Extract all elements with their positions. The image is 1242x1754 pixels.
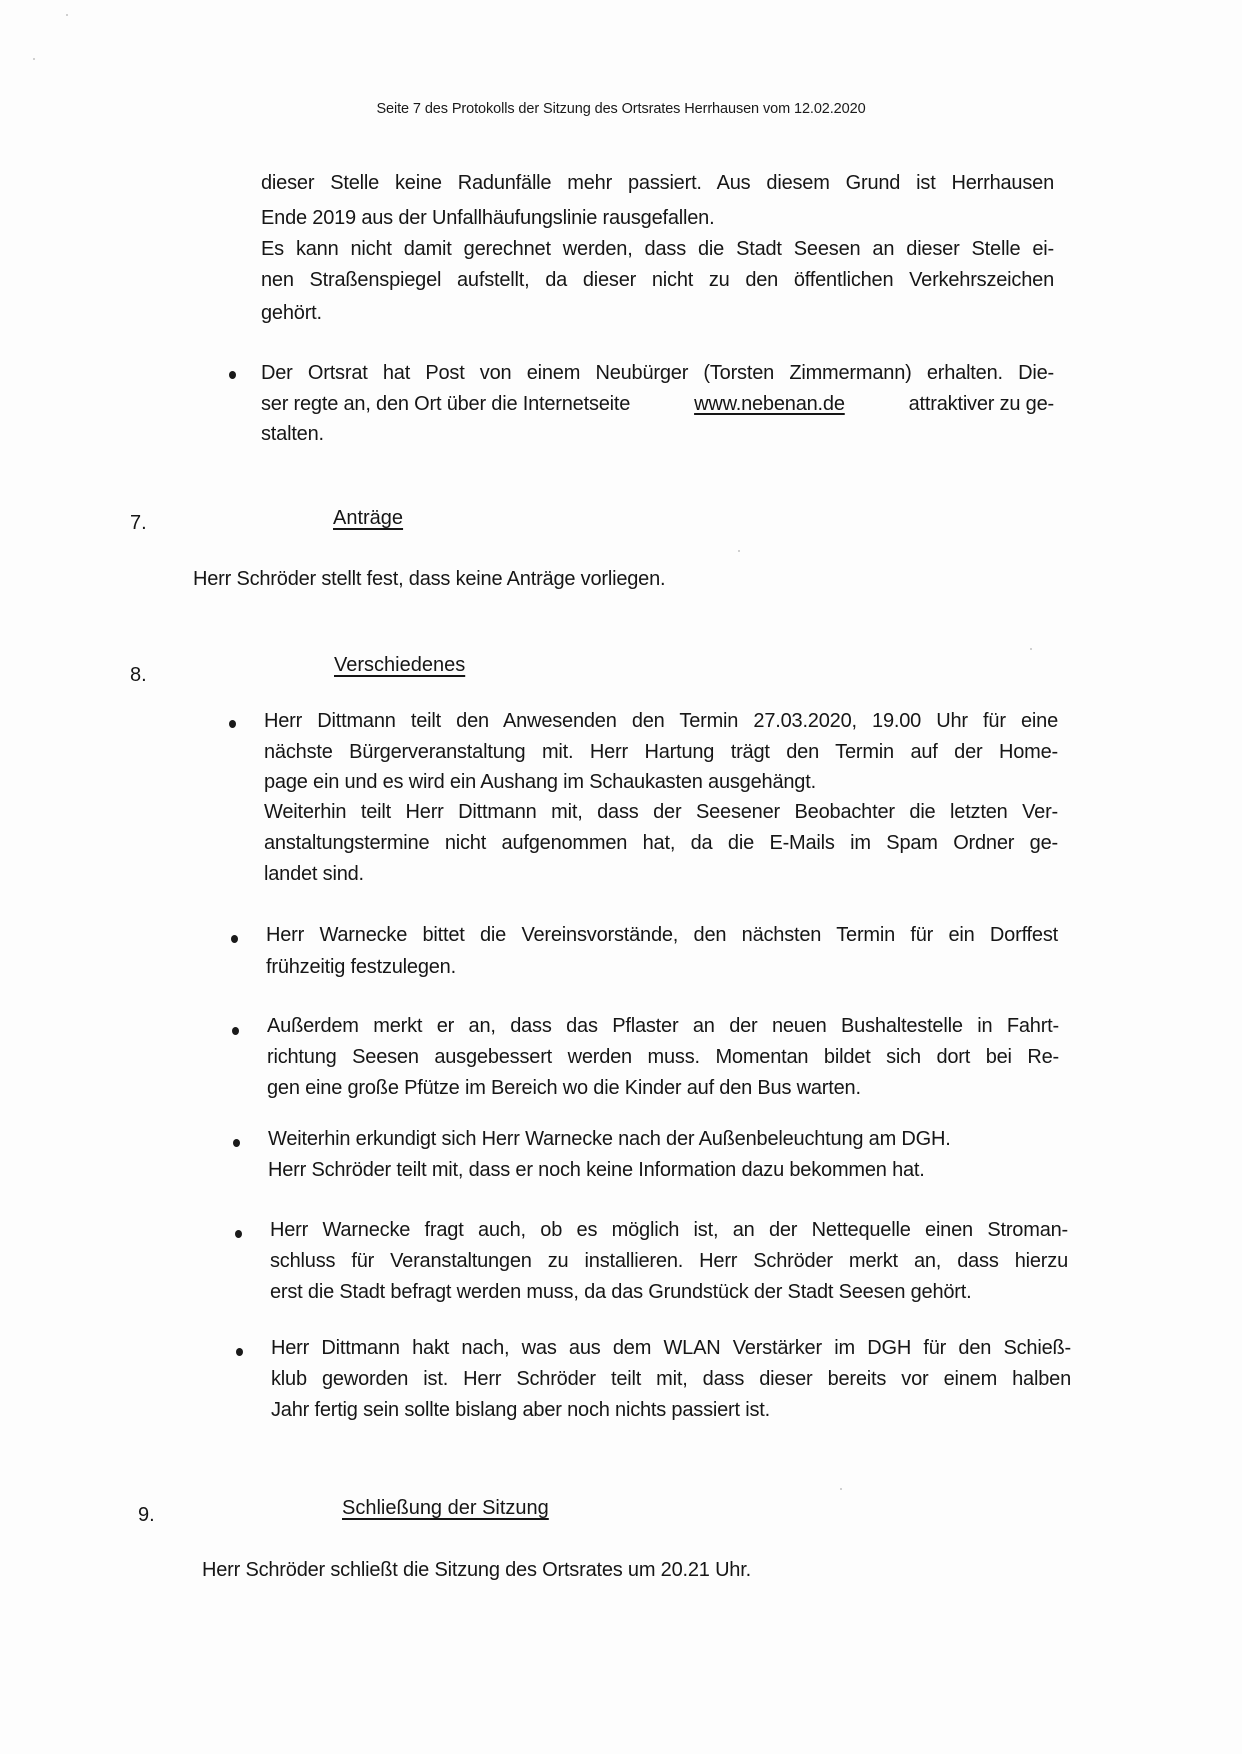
scan-speck <box>33 58 35 60</box>
bullet-icon <box>232 1027 239 1035</box>
text-line: Ende 2019 aus der Unfallhäufungslinie rausgefallen. <box>261 207 715 229</box>
section-number: 7. <box>130 512 147 534</box>
text-line: Es kann nicht damit gerechnet werden, dass die Stadt Seesen an dieser Stelle ei- <box>261 238 1054 260</box>
text-line: nächste Bürgerveranstaltung mit. Herr Hartung trägt den Termin auf der Home- <box>264 741 1058 763</box>
section-number: 9. <box>138 1504 155 1526</box>
text-line: Jahr fertig sein sollte bislang aber noch nichts passiert ist. <box>271 1399 770 1421</box>
text-line: Weiterhin erkundigt sich Herr Warnecke nach der Außenbeleuchtung am DGH. <box>268 1128 951 1150</box>
scan-speck <box>66 14 68 16</box>
text-line: anstaltungstermine nicht aufgenommen hat, da die E-Mails im Spam Ordner ge- <box>264 832 1058 854</box>
text-line: schluss für Veranstaltungen zu installieren. Herr Schröder merkt an, dass hierzu <box>270 1250 1068 1272</box>
text-line: Herr Warnecke bittet die Vereinsvorstände, den nächsten Termin für ein Dorffest <box>266 924 1058 946</box>
section-number: 8. <box>130 664 147 686</box>
scan-speck <box>738 550 740 552</box>
page-header: Seite 7 des Protokolls der Sitzung des Ortsrates Herrhausen vom 12.02.2020 <box>376 101 866 117</box>
text-fragment: attraktiver zu ge- <box>903 393 1054 415</box>
nebenan-link[interactable]: www.nebenan.de <box>694 393 845 415</box>
bullet-icon <box>236 1348 243 1356</box>
text-fragment: ser regte an, den Ort über die Internetseite <box>261 393 636 415</box>
text-line: Herr Schröder teilt mit, dass er noch keine Information dazu bekommen hat. <box>268 1159 925 1181</box>
text-line: Weiterhin teilt Herr Dittmann mit, dass der Seesener Beobachter die letzten Ver- <box>264 801 1058 823</box>
text-line: klub geworden ist. Herr Schröder teilt mit, dass dieser bereits vor einem halben <box>271 1368 1071 1390</box>
bullet-icon <box>231 935 238 943</box>
text-line: richtung Seesen ausgebessert werden muss. Momentan bildet sich dort bei Re- <box>267 1046 1059 1068</box>
text-line: erst die Stadt befragt werden muss, da das Grundstück der Stadt Seesen gehört. <box>270 1281 972 1303</box>
text-line: frühzeitig festzulegen. <box>266 956 456 978</box>
section-body: Herr Schröder stellt fest, dass keine Anträge vorliegen. <box>193 568 666 590</box>
text-line: page ein und es wird ein Aushang im Schaukasten ausgehängt. <box>264 771 816 793</box>
text-line: Herr Dittmann teilt den Anwesenden den Termin 27.03.2020, 19.00 Uhr für eine <box>264 710 1058 732</box>
scan-speck <box>1030 648 1032 650</box>
bullet-icon <box>229 720 236 728</box>
bullet-icon <box>235 1230 242 1238</box>
section-body: Herr Schröder schließt die Sitzung des Ortsrates um 20.21 Uhr. <box>202 1559 751 1581</box>
text-line: Der Ortsrat hat Post von einem Neubürger (Torsten Zimmermann) erhalten. Die- <box>261 362 1054 384</box>
section-title: Anträge <box>333 507 404 529</box>
text-line: Außerdem merkt er an, dass das Pflaster an der neuen Bushaltestelle in Fahrt- <box>267 1015 1059 1037</box>
text-line: stalten. <box>261 423 324 445</box>
text-line: landet sind. <box>264 863 364 885</box>
text-line: Herr Warnecke fragt auch, ob es möglich ist, an der Nettequelle einen Stroman- <box>270 1219 1068 1241</box>
bullet-icon <box>229 371 236 379</box>
text-line: gen eine große Pfütze im Bereich wo die Kinder auf den Bus warten. <box>267 1077 861 1099</box>
bullet-icon <box>233 1139 240 1147</box>
section-title: Schließung der Sitzung <box>342 1497 549 1519</box>
text-line <box>261 389 1054 419</box>
scan-speck <box>840 1488 842 1490</box>
text-line: nen Straßenspiegel aufstellt, da dieser nicht zu den öffentlichen Verkehrszeichen <box>261 269 1054 291</box>
text-line: gehört. <box>261 302 322 324</box>
text-line: Herr Dittmann hakt nach, was aus dem WLAN Verstärker im DGH für den Schieß- <box>271 1337 1071 1359</box>
text-line: dieser Stelle keine Radunfälle mehr passiert. Aus diesem Grund ist Herrhausen <box>261 172 1054 194</box>
section-title: Verschiedenes <box>334 654 466 676</box>
